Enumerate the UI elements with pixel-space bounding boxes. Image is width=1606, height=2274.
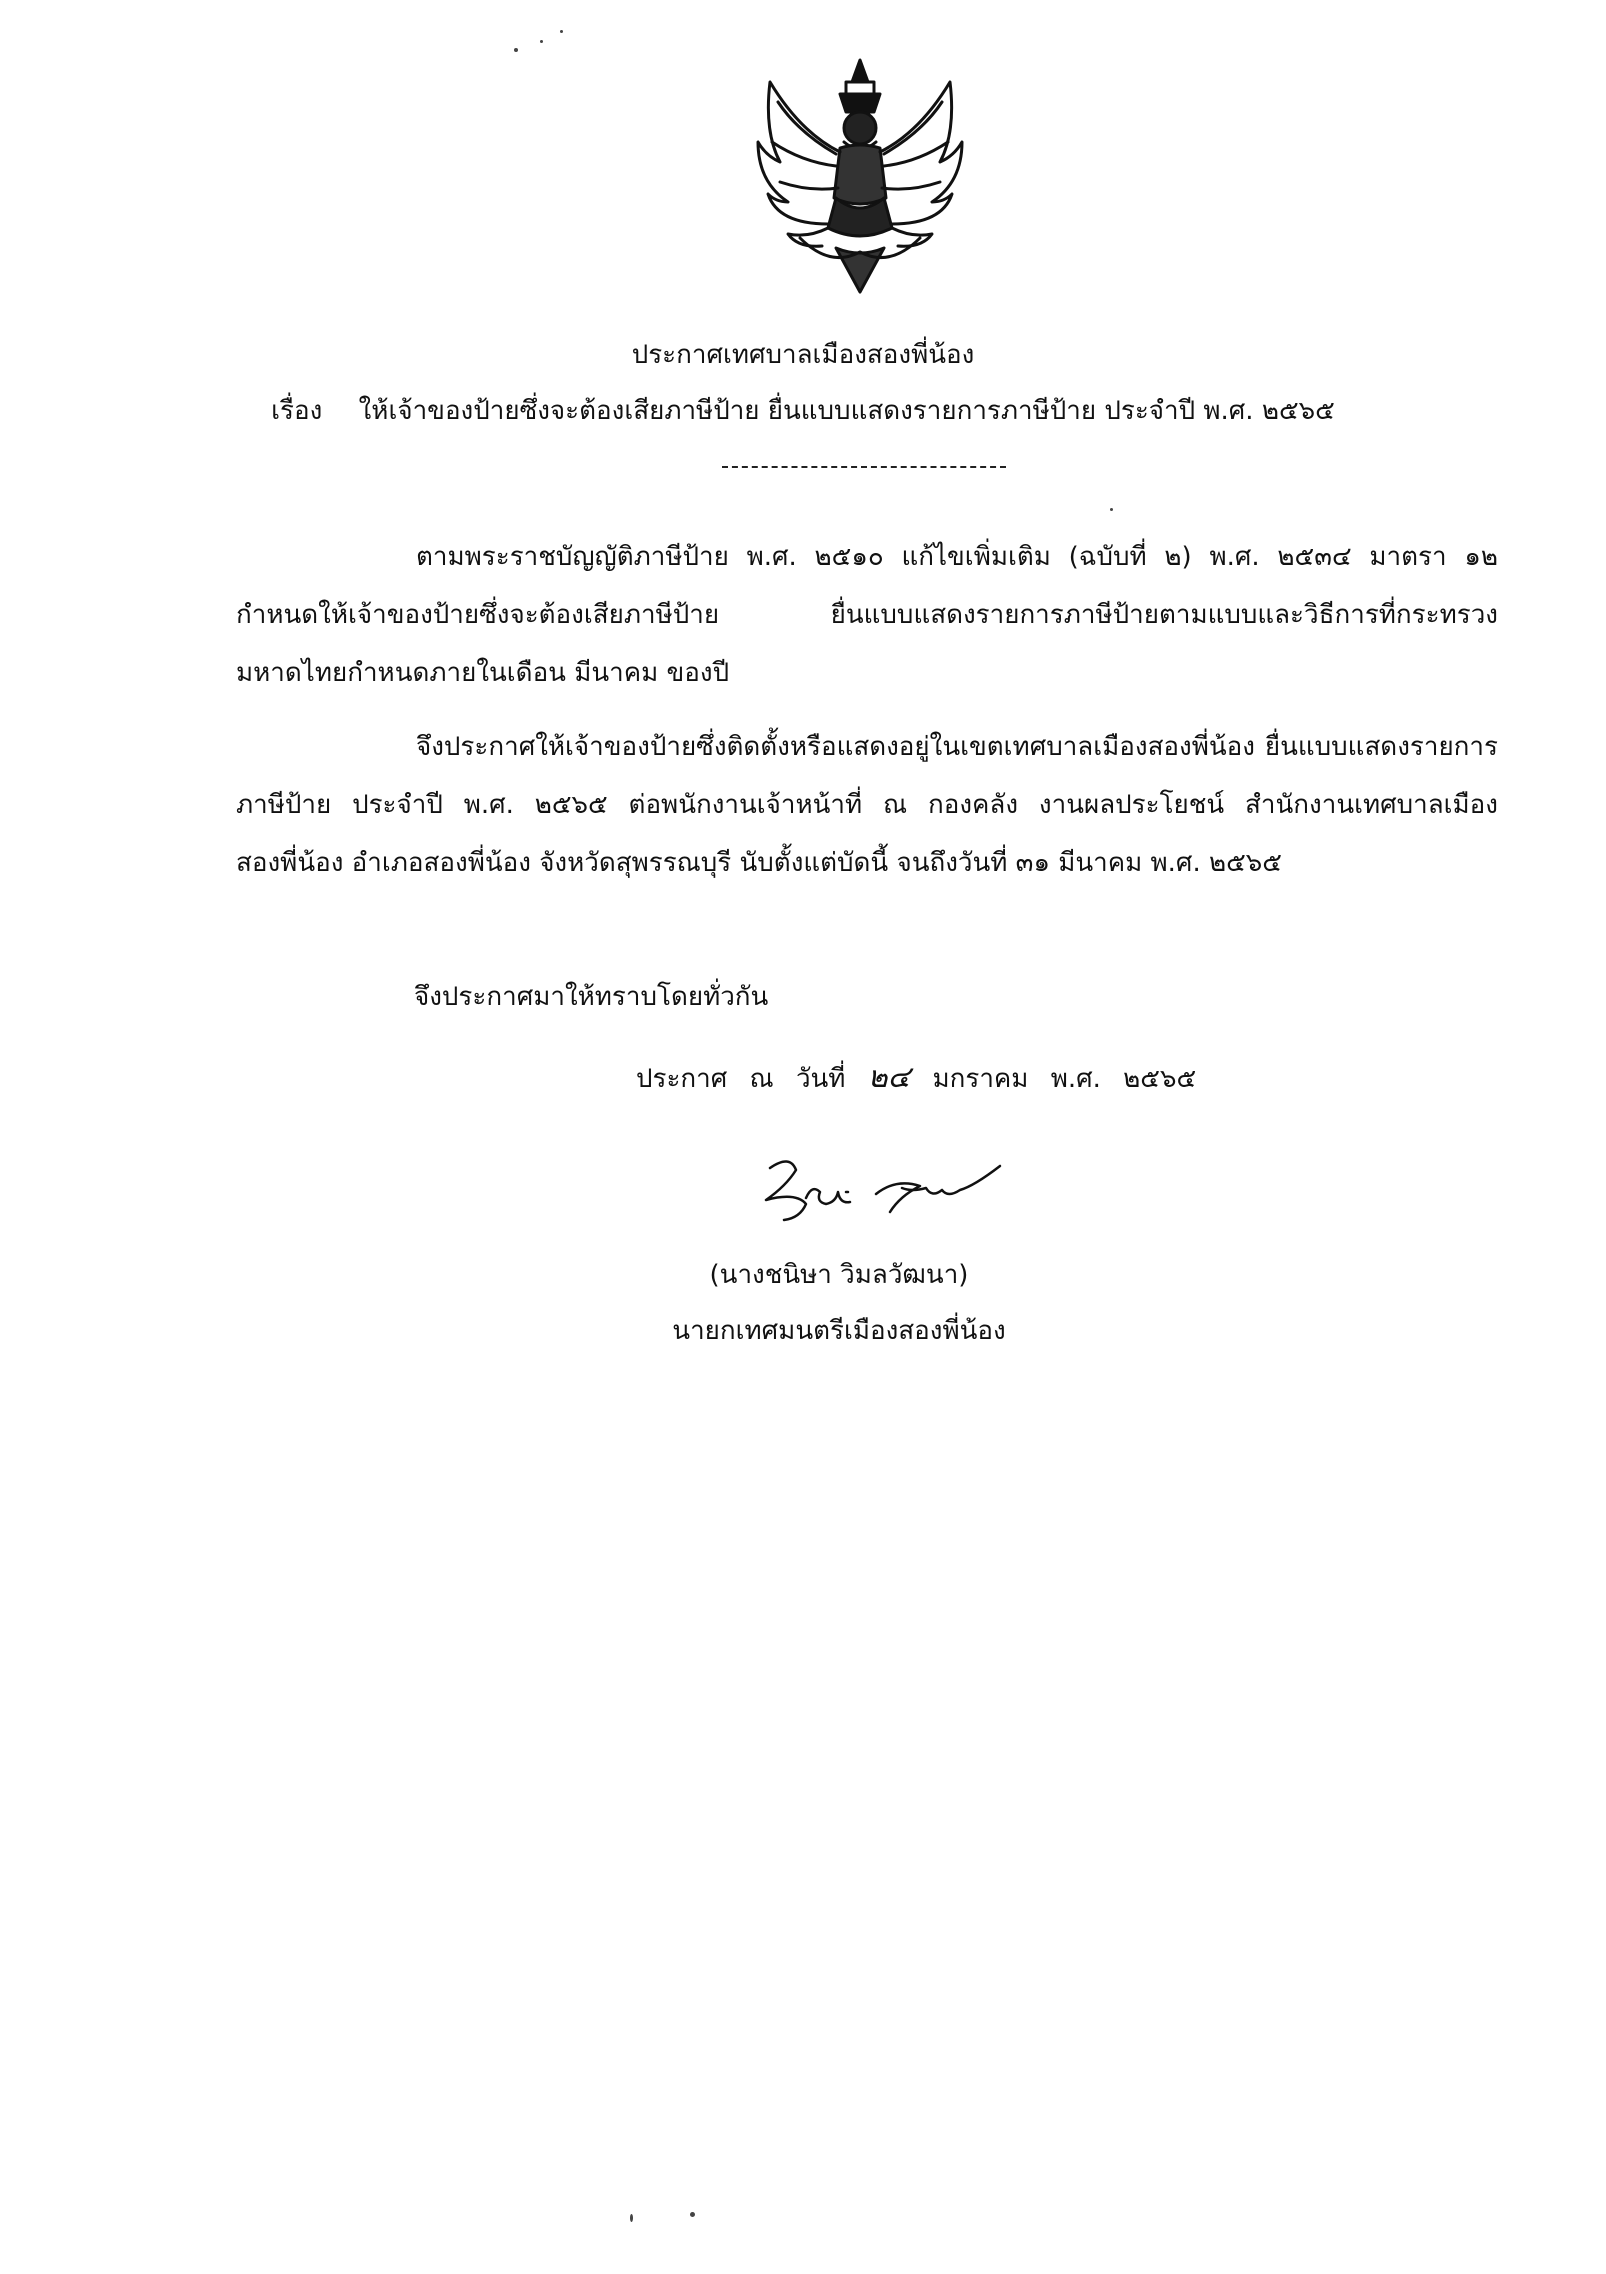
garuda-emblem-icon [740,52,980,297]
scan-speck [560,30,563,33]
date-prefix: ประกาศ [636,1064,728,1094]
title-divider [722,466,1006,468]
scan-speck [514,48,518,52]
signer-position: นายกเทศมนตรีเมืองสองพี่น้อง [672,1316,1006,1346]
subject-text: ให้เจ้าของป้ายซึ่งจะต้องเสียภาษีป้าย ยื่นแบบแสดงรายการภาษีป้าย ประจำปี พ.ศ. ๒๕๖๕ [358,396,1335,426]
subject-label: เรื่อง [271,396,323,426]
closing-statement: จึงประกาศมาให้ทราบโดยทั่วกัน [414,982,769,1012]
scan-speck [630,2214,633,2222]
body-paragraph-2: จึงประกาศให้เจ้าของป้ายซึ่งติดตั้งหรือแสดงอยู่ในเขตเทศบาลเมืองสองพี่น้อง ยื่นแบบแสดงรายการภาษีป้าย ประจำปี พ.ศ. ๒๕๖๕ ต่อพนักงานเจ้าหน้าที่ ณ กองคลัง งานผลประโยชน์ สำนักงานเทศบาลเมืองสองพี่น้อง อำเภอสองพี่น้อง จังหวัดสุพรรณบุรี นับตั้งแต่บัดนี้ จนถึงวันที่ ๓๑ มีนาคม พ.ศ. ๒๕๖๕ [236,732,1498,878]
body-paragraph-1: ตามพระราชบัญญัติภาษีป้าย พ.ศ. ๒๕๑๐ แก้ไขเพิ่มเติม (ฉบับที่ ๒) พ.ศ. ๒๕๓๔ มาตรา ๑๒ กำหนดให้เจ้าของป้ายซึ่งจะต้องเสียภาษีป้าย ยื่นแบบแสดงรายการภาษีป้ายตามแบบและวิธีการที่กระทรวง มหาดไทยกำหนดภายในเดือน มีนาคม ของปี [236,542,1498,688]
scan-speck [690,2212,695,2217]
signer-name: (นางชนิษา วิมลวัฒนา) [709,1260,969,1290]
announcement-title: ประกาศเทศบาลเมืองสองพี่น้อง [631,340,975,370]
scan-speck [540,40,543,43]
date-era: พ.ศ. [1050,1064,1101,1094]
announcement-date [636,1054,1210,1101]
scan-speck [1110,508,1113,511]
date-day: ๒๔ [867,1060,911,1095]
handwritten-signature [746,1148,1026,1228]
date-year: ๒๕๖๕ [1123,1064,1197,1094]
announcement-subject-line [0,390,1606,431]
date-day-label: วันที่ [795,1064,846,1094]
date-month: มกราคม [932,1064,1029,1094]
date-at: ณ [749,1064,774,1094]
